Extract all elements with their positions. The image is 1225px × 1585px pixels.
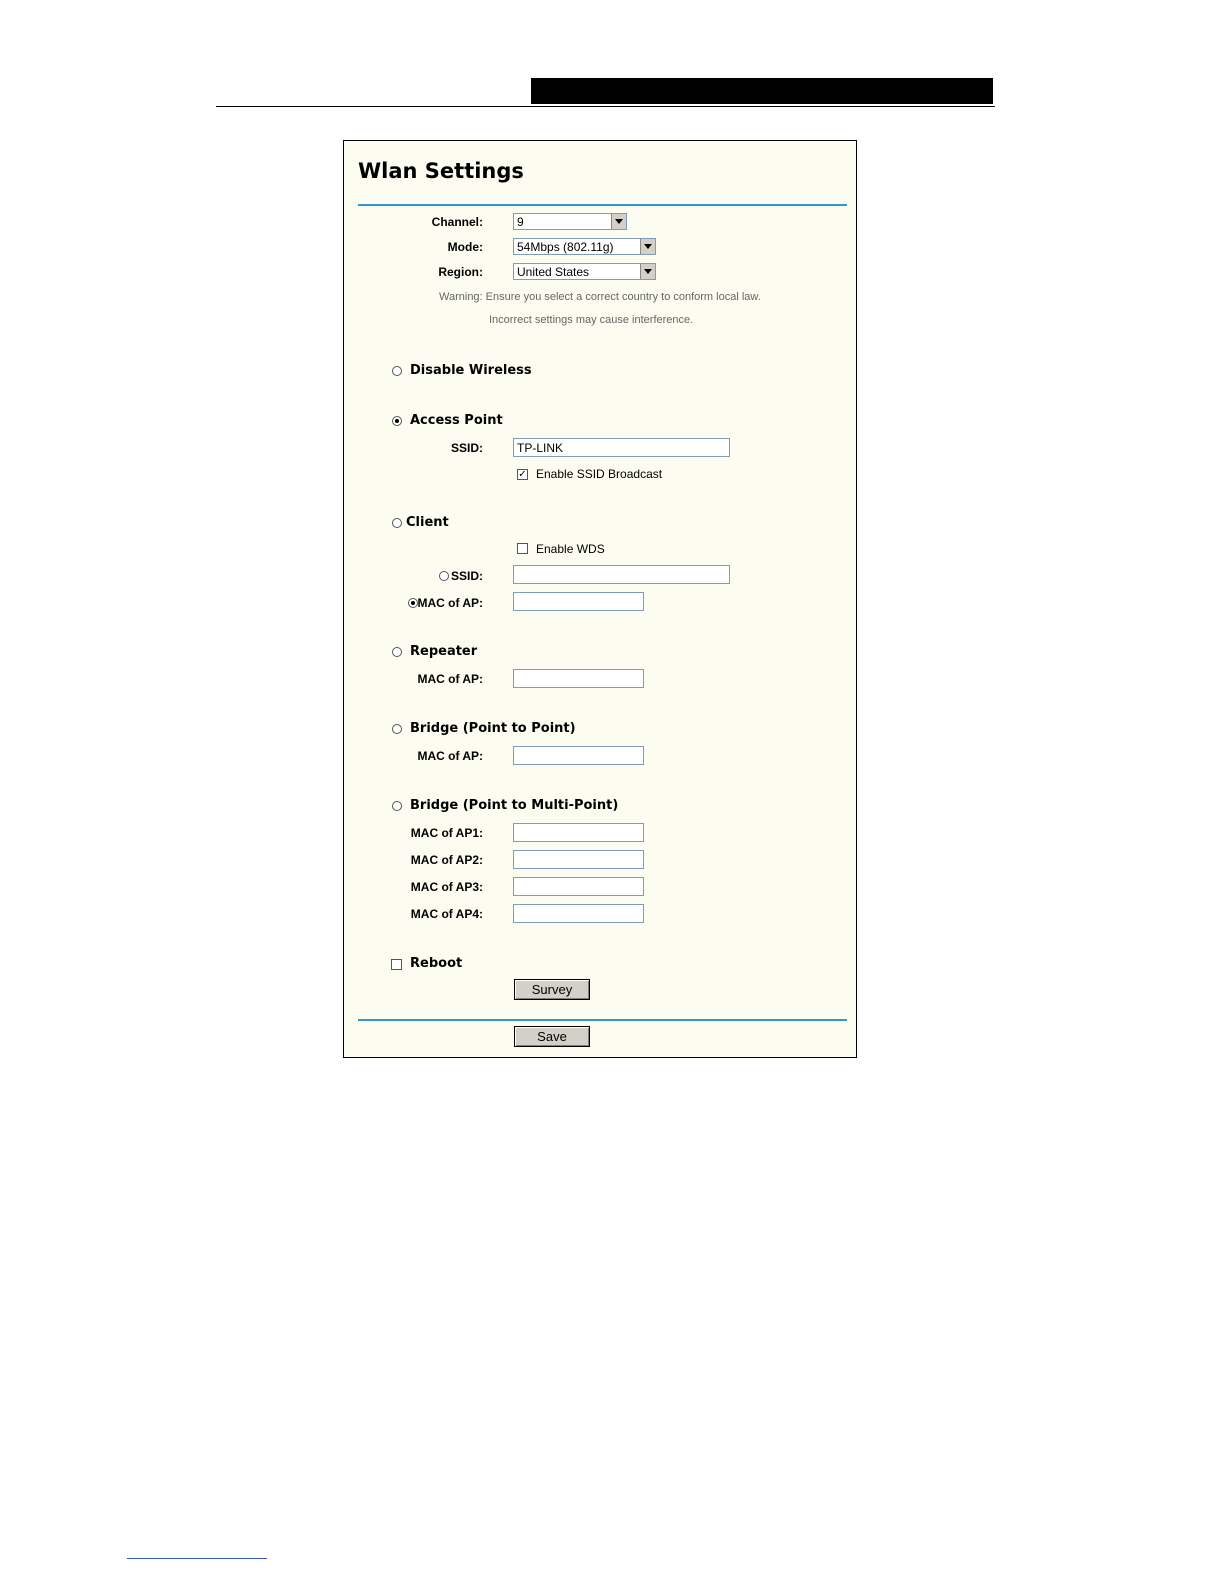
save-button[interactable]: Save [514, 1026, 590, 1047]
channel-label: Channel: [431, 215, 483, 229]
reboot-label: Reboot [410, 956, 463, 971]
enable-wds-checkbox[interactable] [517, 543, 528, 554]
bridge-p2p-radio[interactable] [392, 724, 402, 734]
bottom-divider [358, 1019, 847, 1021]
page-title: Wlan Settings [358, 159, 524, 183]
top-divider [358, 204, 847, 206]
client-mac-input[interactable] [513, 592, 644, 611]
bridge-p2mp-label: Bridge (Point to Multi-Point) [410, 798, 619, 813]
mode-select[interactable] [513, 238, 656, 255]
channel-select[interactable] [513, 213, 627, 230]
bridge-p2p-mac-input[interactable] [513, 746, 644, 765]
client-ssid-label: SSID: [450, 569, 483, 583]
enable-wds-label: Enable WDS [536, 542, 605, 556]
bridge-p2mp-mac4-input[interactable] [513, 904, 644, 923]
chevron-down-icon[interactable] [640, 239, 655, 254]
chevron-down-icon[interactable] [611, 214, 626, 229]
ap-ssid-label: SSID: [450, 441, 483, 455]
bridge-p2mp-mac4-label: MAC of AP4: [410, 907, 483, 921]
wlan-settings-panel [343, 140, 857, 1058]
region-label: Region: [438, 265, 483, 279]
region-warning: Warning: Ensure you select a correct country to conform local law. [439, 291, 761, 303]
repeater-label: Repeater [410, 644, 478, 659]
bridge-p2p-mac-label: MAC of AP: [417, 749, 483, 763]
channel-value: 9 [517, 215, 524, 229]
mode-label: Mode: [447, 240, 483, 254]
bridge-p2mp-mac1-input[interactable] [513, 823, 644, 842]
footnote-rule [127, 1558, 267, 1559]
client-mac-label: MAC of AP: [417, 596, 483, 610]
bridge-p2mp-radio[interactable] [392, 801, 402, 811]
ap-ssid-input[interactable] [513, 438, 730, 457]
disable-wireless-label: Disable Wireless [410, 363, 532, 378]
access-point-radio[interactable] [392, 416, 402, 426]
bridge-p2mp-mac2-input[interactable] [513, 850, 644, 869]
bridge-p2mp-mac3-label: MAC of AP3: [410, 880, 483, 894]
bridge-p2mp-mac2-label: MAC of AP2: [410, 853, 483, 867]
survey-button[interactable]: Survey [514, 979, 590, 1000]
disable-wireless-radio[interactable] [392, 366, 402, 376]
ssid-broadcast-label: Enable SSID Broadcast [536, 467, 663, 481]
bridge-p2p-label: Bridge (Point to Point) [410, 721, 576, 736]
ssid-broadcast-checkbox[interactable]: ✓ [518, 469, 527, 480]
bridge-p2mp-mac1-label: MAC of AP1: [410, 826, 483, 840]
client-ssid-input[interactable] [513, 565, 730, 584]
region-value: United States [517, 265, 590, 279]
client-radio[interactable] [392, 518, 402, 528]
repeater-mac-input[interactable] [513, 669, 644, 688]
chevron-down-icon[interactable] [640, 264, 655, 279]
access-point-label: Access Point [410, 413, 503, 428]
client-label: Client [406, 515, 449, 530]
reboot-checkbox[interactable] [391, 959, 402, 970]
repeater-radio[interactable] [392, 647, 402, 657]
region-select[interactable] [513, 263, 656, 280]
header-bar [531, 78, 993, 104]
bridge-p2mp-mac3-input[interactable] [513, 877, 644, 896]
region-warning-detail: Incorrect settings may cause interference. [489, 314, 694, 326]
header-rule [216, 106, 995, 107]
mode-value: 54Mbps (802.11g) [517, 240, 614, 254]
repeater-mac-label: MAC of AP: [417, 672, 483, 686]
